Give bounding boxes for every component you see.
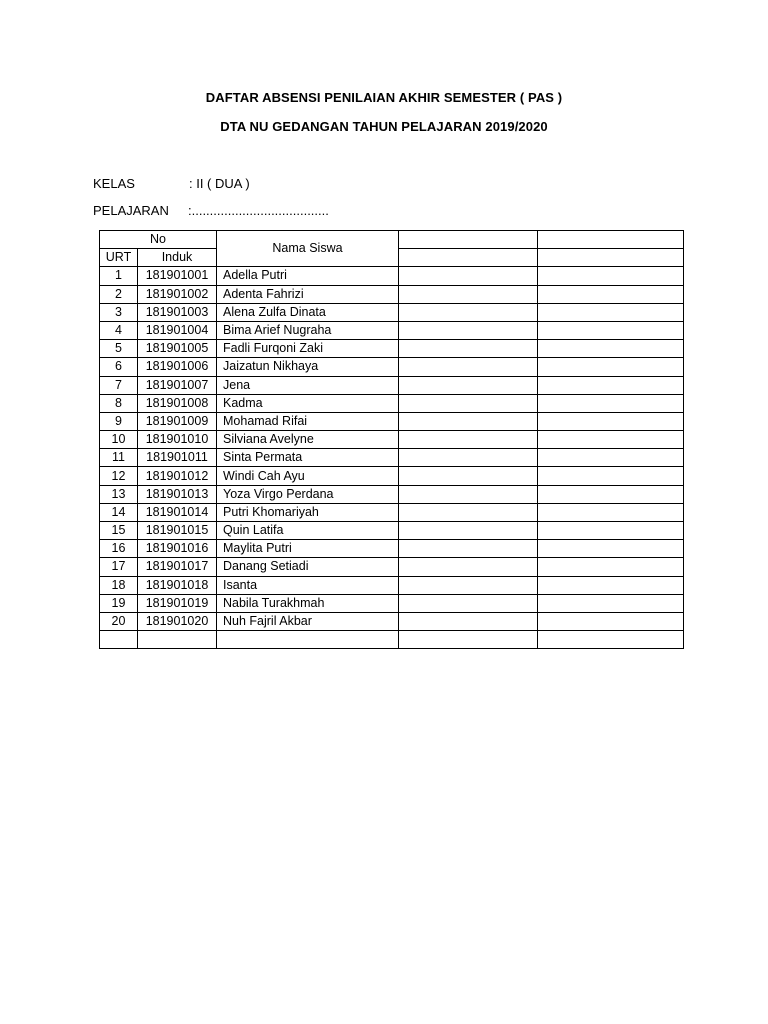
cell-induk: 181901007 (138, 376, 217, 394)
cell-urt: 1 (100, 267, 138, 285)
kelas-label: KELAS (93, 176, 135, 191)
cell-nama-siswa: Fadli Furqoni Zaki (217, 340, 399, 358)
cell-blank-1 (399, 485, 538, 503)
cell-blank-1 (399, 631, 538, 649)
cell-blank-2 (538, 412, 684, 430)
cell-blank-2 (538, 594, 684, 612)
cell-urt (100, 631, 138, 649)
cell-blank-2 (538, 431, 684, 449)
cell-blank-2 (538, 522, 684, 540)
cell-blank-1 (399, 449, 538, 467)
cell-urt: 15 (100, 522, 138, 540)
cell-blank-1 (399, 267, 538, 285)
cell-blank-2 (538, 340, 684, 358)
cell-nama-siswa (217, 631, 399, 649)
cell-induk: 181901005 (138, 340, 217, 358)
cell-urt: 6 (100, 358, 138, 376)
cell-induk: 181901009 (138, 412, 217, 430)
cell-induk: 181901015 (138, 522, 217, 540)
cell-nama-siswa: Nuh Fajril Akbar (217, 612, 399, 630)
cell-blank-1 (399, 412, 538, 430)
cell-nama-siswa: Danang Setiadi (217, 558, 399, 576)
cell-induk: 181901019 (138, 594, 217, 612)
table-row (100, 412, 684, 430)
cell-urt: 2 (100, 285, 138, 303)
cell-blank-2 (538, 267, 684, 285)
cell-nama-siswa: Jaizatun Nikhaya (217, 358, 399, 376)
table-row (100, 340, 684, 358)
cell-blank-1 (399, 594, 538, 612)
cell-nama-siswa: Sinta Permata (217, 449, 399, 467)
cell-blank-1 (399, 285, 538, 303)
header-blank-4 (538, 249, 684, 267)
table-row (100, 540, 684, 558)
cell-induk (138, 631, 217, 649)
cell-blank-2 (538, 321, 684, 339)
cell-induk: 181901018 (138, 576, 217, 594)
table-row (100, 376, 684, 394)
cell-blank-2 (538, 358, 684, 376)
cell-induk: 181901002 (138, 285, 217, 303)
cell-nama-siswa: Quin Latifa (217, 522, 399, 540)
document-subtitle: DTA NU GEDANGAN TAHUN PELAJARAN 2019/2020 (220, 119, 548, 134)
cell-urt: 10 (100, 431, 138, 449)
cell-nama-siswa: Putri Khomariyah (217, 503, 399, 521)
header-blank-1 (399, 231, 538, 249)
cell-induk: 181901008 (138, 394, 217, 412)
cell-induk: 181901020 (138, 612, 217, 630)
table-row (100, 503, 684, 521)
cell-blank-2 (538, 376, 684, 394)
cell-nama-siswa: Jena (217, 376, 399, 394)
cell-blank-1 (399, 576, 538, 594)
cell-blank-1 (399, 303, 538, 321)
cell-blank-2 (538, 540, 684, 558)
table-row (100, 485, 684, 503)
header-nama-siswa: Nama Siswa (217, 231, 399, 267)
cell-blank-2 (538, 303, 684, 321)
table-row (100, 522, 684, 540)
cell-blank-1 (399, 358, 538, 376)
cell-blank-2 (538, 576, 684, 594)
header-no: No (100, 231, 217, 249)
header-induk: Induk (138, 249, 217, 267)
cell-induk: 181901013 (138, 485, 217, 503)
cell-blank-2 (538, 449, 684, 467)
cell-nama-siswa: Silviana Avelyne (217, 431, 399, 449)
cell-blank-1 (399, 612, 538, 630)
cell-urt: 7 (100, 376, 138, 394)
table-row (100, 467, 684, 485)
header-blank-2 (538, 231, 684, 249)
cell-urt: 13 (100, 485, 138, 503)
cell-urt: 3 (100, 303, 138, 321)
cell-nama-siswa: Bima Arief Nugraha (217, 321, 399, 339)
table-header-row (100, 231, 684, 249)
cell-blank-1 (399, 431, 538, 449)
cell-induk: 181901006 (138, 358, 217, 376)
cell-blank-1 (399, 558, 538, 576)
cell-urt: 14 (100, 503, 138, 521)
cell-urt: 5 (100, 340, 138, 358)
cell-nama-siswa: Windi Cah Ayu (217, 467, 399, 485)
cell-induk: 181901011 (138, 449, 217, 467)
document-title: DAFTAR ABSENSI PENILAIAN AKHIR SEMESTER ( PAS ) (205, 90, 563, 105)
cell-blank-1 (399, 394, 538, 412)
cell-blank-2 (538, 285, 684, 303)
cell-blank-1 (399, 321, 538, 339)
cell-induk: 181901003 (138, 303, 217, 321)
cell-blank-1 (399, 340, 538, 358)
table-row (100, 394, 684, 412)
cell-urt: 16 (100, 540, 138, 558)
table-row (100, 321, 684, 339)
pelajaran-label: PELAJARAN (93, 203, 169, 218)
cell-urt: 17 (100, 558, 138, 576)
table-row (100, 631, 684, 649)
cell-urt: 8 (100, 394, 138, 412)
cell-blank-2 (538, 612, 684, 630)
cell-blank-2 (538, 631, 684, 649)
cell-blank-2 (538, 485, 684, 503)
cell-induk: 181901010 (138, 431, 217, 449)
table-row (100, 285, 684, 303)
cell-blank-1 (399, 376, 538, 394)
table-row (100, 303, 684, 321)
cell-induk: 181901004 (138, 321, 217, 339)
cell-nama-siswa: Alena Zulfa Dinata (217, 303, 399, 321)
cell-blank-1 (399, 467, 538, 485)
cell-nama-siswa: Adella Putri (217, 267, 399, 285)
header-urt: URT (100, 249, 138, 267)
cell-nama-siswa: Kadma (217, 394, 399, 412)
cell-nama-siswa: Isanta (217, 576, 399, 594)
cell-induk: 181901017 (138, 558, 217, 576)
cell-nama-siswa: Yoza Virgo Perdana (217, 485, 399, 503)
cell-induk: 181901016 (138, 540, 217, 558)
table-row (100, 449, 684, 467)
header-blank-3 (399, 249, 538, 267)
table-row (100, 594, 684, 612)
cell-urt: 19 (100, 594, 138, 612)
cell-nama-siswa: Mohamad Rifai (217, 412, 399, 430)
cell-nama-siswa: Nabila Turakhmah (217, 594, 399, 612)
cell-induk: 181901001 (138, 267, 217, 285)
cell-nama-siswa: Maylita Putri (217, 540, 399, 558)
cell-blank-2 (538, 394, 684, 412)
table-row (100, 612, 684, 630)
kelas-value: : II ( DUA ) (189, 176, 250, 191)
cell-blank-1 (399, 540, 538, 558)
table-row (100, 358, 684, 376)
cell-blank-1 (399, 522, 538, 540)
cell-blank-1 (399, 503, 538, 521)
cell-blank-2 (538, 467, 684, 485)
cell-induk: 181901012 (138, 467, 217, 485)
cell-induk: 181901014 (138, 503, 217, 521)
cell-urt: 9 (100, 412, 138, 430)
attendance-table (99, 230, 684, 649)
cell-urt: 18 (100, 576, 138, 594)
cell-urt: 4 (100, 321, 138, 339)
cell-blank-2 (538, 503, 684, 521)
cell-urt: 12 (100, 467, 138, 485)
cell-urt: 11 (100, 449, 138, 467)
pelajaran-value: :...................................... (188, 203, 329, 218)
table-row (100, 576, 684, 594)
table-row (100, 558, 684, 576)
cell-urt: 20 (100, 612, 138, 630)
cell-nama-siswa: Adenta Fahrizi (217, 285, 399, 303)
cell-blank-2 (538, 558, 684, 576)
table-row (100, 267, 684, 285)
table-row (100, 431, 684, 449)
